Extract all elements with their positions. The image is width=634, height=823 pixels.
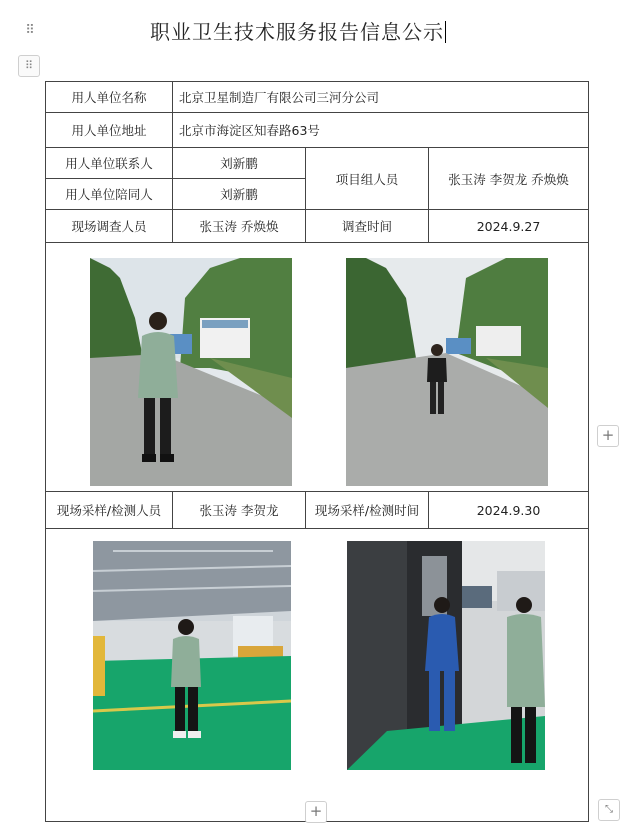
- project-team-value: 张玉涛 李贺龙 乔焕焕: [429, 148, 589, 210]
- survey-staff-label: 现场调查人员: [46, 210, 173, 243]
- sampling-photo-2: [347, 541, 545, 770]
- unit-name-value: 北京卫星制造厂有限公司三河分公司: [173, 82, 589, 113]
- table-row: [46, 113, 589, 148]
- sampling-time-label: 现场采样/检测时间: [306, 492, 429, 529]
- survey-photo-2: [346, 258, 548, 486]
- table-handle-icon[interactable]: ⠿: [18, 55, 40, 77]
- text-cursor: [445, 21, 446, 43]
- contact-label: 用人单位联系人: [46, 148, 173, 179]
- sampling-photos-cell: [46, 529, 589, 822]
- add-column-icon[interactable]: +: [597, 425, 619, 447]
- escort-value: 刘新鹏: [173, 179, 306, 210]
- resize-icon[interactable]: ⤡: [598, 799, 620, 821]
- sampling-photo-1: [93, 541, 291, 770]
- table-row: [46, 82, 589, 113]
- project-team-label: 项目组人员: [306, 148, 429, 210]
- unit-address-value: 北京市海淀区知春路63号: [173, 113, 589, 148]
- unit-address-label: 用人单位地址: [46, 113, 173, 148]
- sampling-staff-value: 张玉涛 李贺龙: [173, 492, 306, 529]
- survey-time-value: 2024.9.27: [429, 210, 589, 243]
- report-table: [45, 81, 589, 822]
- drag-handle-icon[interactable]: ⠿: [25, 23, 35, 38]
- contact-value: 刘新鹏: [173, 148, 306, 179]
- add-row-icon[interactable]: +: [305, 801, 327, 823]
- unit-name-label: 用人单位名称: [46, 82, 173, 113]
- sampling-staff-label: 现场采样/检测人员: [46, 492, 173, 529]
- page-title: [150, 16, 446, 45]
- table-row: [46, 148, 589, 179]
- page-title-text: 职业卫生技术服务报告信息公示: [150, 20, 444, 44]
- table-row: [46, 529, 589, 822]
- table-row: [46, 210, 589, 243]
- survey-staff-value: 张玉涛 乔焕焕: [173, 210, 306, 243]
- survey-photo-1: [90, 258, 292, 486]
- table-row: [46, 243, 589, 492]
- survey-photos-cell: [46, 243, 589, 492]
- survey-time-label: 调查时间: [306, 210, 429, 243]
- sampling-time-value: 2024.9.30: [429, 492, 589, 529]
- escort-label: 用人单位陪同人: [46, 179, 173, 210]
- table-row: [46, 492, 589, 529]
